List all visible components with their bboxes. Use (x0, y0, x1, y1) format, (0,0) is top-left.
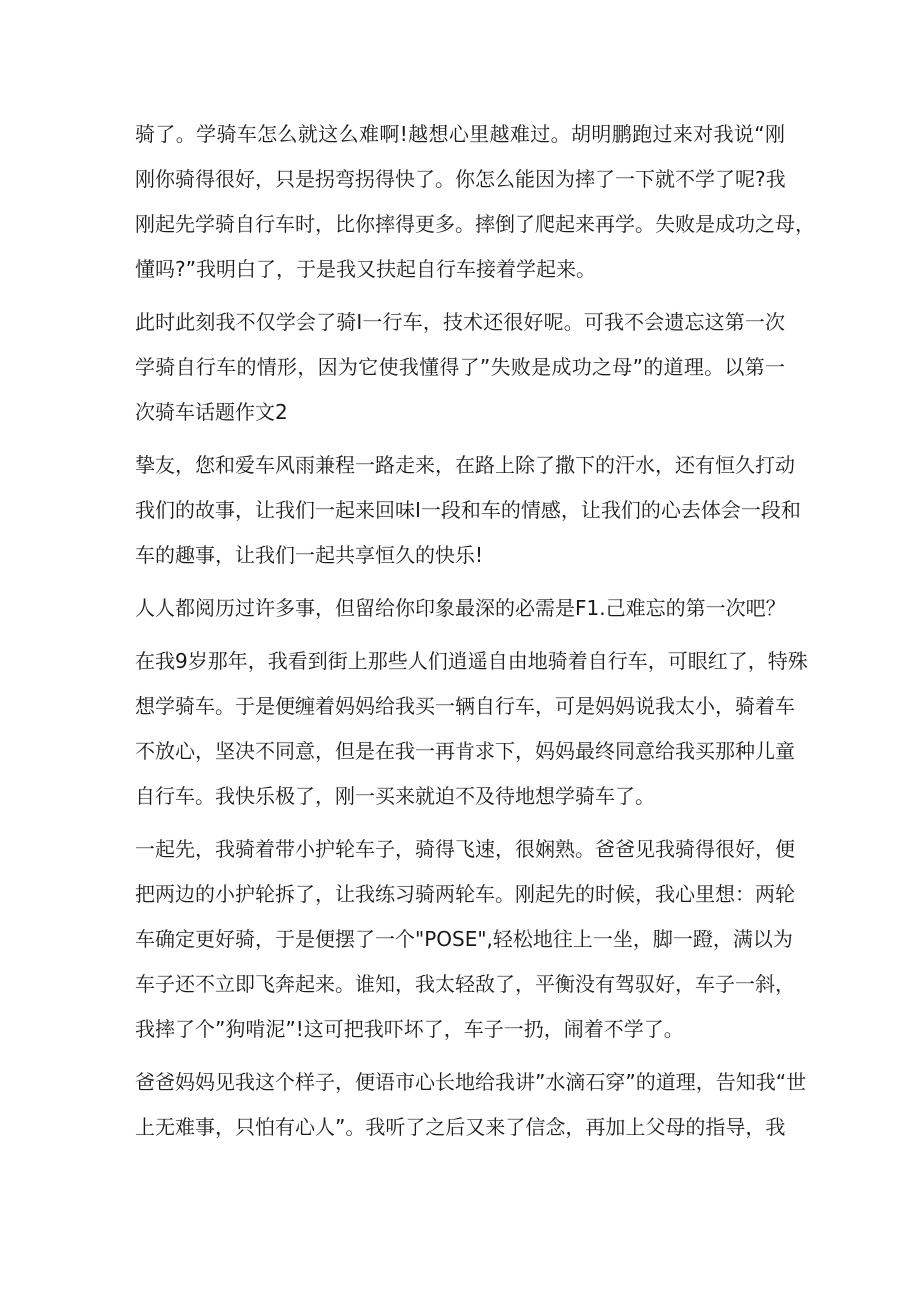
text-line: 我摔了个”狗啃泥”!这可把我吓坏了，车子一扔，闹着不学了。 (135, 1017, 684, 1041)
paragraph-1 (135, 112, 815, 292)
paragraph-5 (135, 639, 808, 819)
text-line: 次骑车话题作文2 (135, 400, 288, 424)
text-line: 自行车。我快乐极了，刚一买来就迫不及待地想学骑车了。 (135, 784, 655, 808)
text-line: 车确定更好骑，于是便摆了一个"POSE",轻松地往上一坐，脚一蹬，满以为 (135, 927, 793, 951)
text-line: 学骑自行车的情形，因为它使我懂得了”失败是成功之母”的道理。以第一 (135, 355, 785, 379)
text-line: 我们的故事，让我们一起来回味I一段和车的情感，让我们的心去体会一段和 (135, 498, 801, 522)
text-line: 上无难事，只怕有心人”。我听了之后又来了信念，再加上父母的指导，我 (135, 1115, 786, 1139)
paragraph-4 (135, 586, 785, 631)
text-line: 刚你骑得很好，只是拐弯拐得快了。你怎么能因为摔了一下就不学了呢?我 (135, 167, 786, 191)
paragraph-6 (135, 827, 795, 1052)
text-line: 人人都阅历过许多事，但留给你印象最深的必需是F1.己难忘的第一次吧？ (135, 596, 786, 620)
text-line: 懂吗?”我明白了，于是我又扶起自行车接着学起来。 (135, 257, 596, 281)
paragraph-3 (135, 443, 801, 578)
text-line: 在我9岁那年，我看到街上那些人们逍遥自由地骑着自行车，可眼红了，特殊 (135, 649, 808, 673)
text-line: 挚友，您和爱车风雨兼程一路走来，在路上除了撒下的汗水，还有恒久打动 (135, 453, 795, 477)
document-body (135, 112, 815, 1158)
text-line: 骑了。学骑车怎么就这么难啊!越想心里越难过。胡明鹏跑过来对我说“刚 (135, 122, 785, 146)
text-line: 爸爸妈妈见我这个样子，便语市心长地给我讲”水滴石穿”的道理，告知我“世 (135, 1070, 807, 1094)
paragraph-2 (135, 300, 785, 435)
text-line: 一起先，我骑着带小护轮车子，骑得飞速，很娴熟。爸爸见我骑得很好，便 (135, 837, 795, 861)
text-line: 此时此刻我不仅学会了骑I一行车，技术还很好呢。可我不会遗忘这第一次 (135, 310, 785, 334)
text-line: 车的趣事，让我们一起共享恒久的快乐! (135, 543, 484, 567)
text-line: 刚起先学骑自行车时，比你摔得更多。摔倒了爬起来再学。失败是成功之母， (135, 212, 815, 236)
text-line: 把两边的小护轮拆了，让我练习骑两轮车。刚起先的时候，我心里想：两轮 (135, 882, 795, 906)
text-line: 不放心，坚决不同意，但是在我一再肯求下，妈妈最终同意给我买那种儿童 (135, 739, 795, 763)
paragraph-7 (135, 1060, 807, 1150)
text-line: 车子还不立即飞奔起来。谁知，我太轻敌了，平衡没有驾驭好，车子一斜， (135, 972, 795, 996)
text-line: 想学骑车。于是便缠着妈妈给我买一辆自行车，可是妈妈说我太小，骑着车 (135, 694, 795, 718)
